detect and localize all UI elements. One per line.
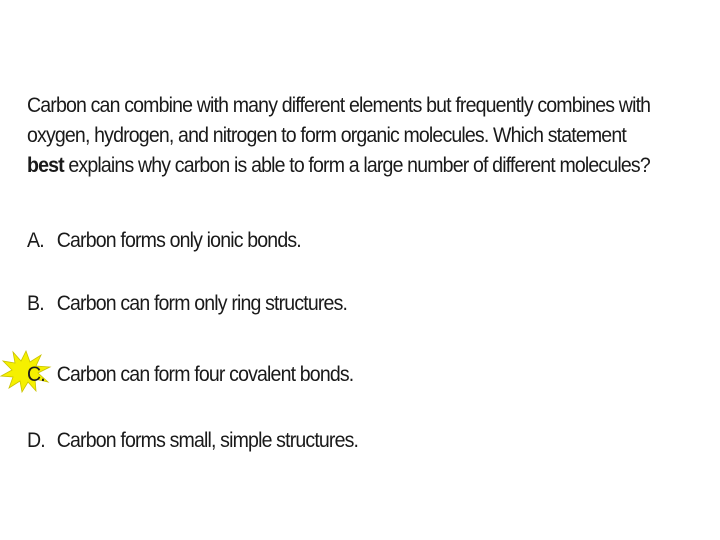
choice-b[interactable] [27, 289, 347, 319]
choice-text: Carbon forms small, simple structures. [56, 429, 359, 452]
question-text-end: explains why carbon is able to form a large number of different molecules? [63, 154, 650, 177]
question-text-start: Carbon can combine with many different elements but frequently combines with oxygen, hydrogen, and nitrogen to form organic molecules. Which statement [27, 94, 651, 147]
choice-letter: C. [27, 363, 45, 386]
choice-c[interactable] [27, 360, 353, 390]
choice-letter: A. [27, 229, 44, 252]
question-emphasis: best [27, 154, 64, 177]
choice-d[interactable] [27, 426, 358, 456]
choice-a[interactable] [27, 226, 301, 256]
question-text [27, 91, 659, 181]
choice-text: Carbon can form only ring structures. [56, 292, 348, 315]
choice-letter: B. [27, 292, 44, 315]
choice-text: Carbon can form four covalent bonds. [56, 363, 354, 386]
choice-text: Carbon forms only ionic bonds. [56, 229, 301, 252]
choice-letter: D. [27, 429, 45, 452]
